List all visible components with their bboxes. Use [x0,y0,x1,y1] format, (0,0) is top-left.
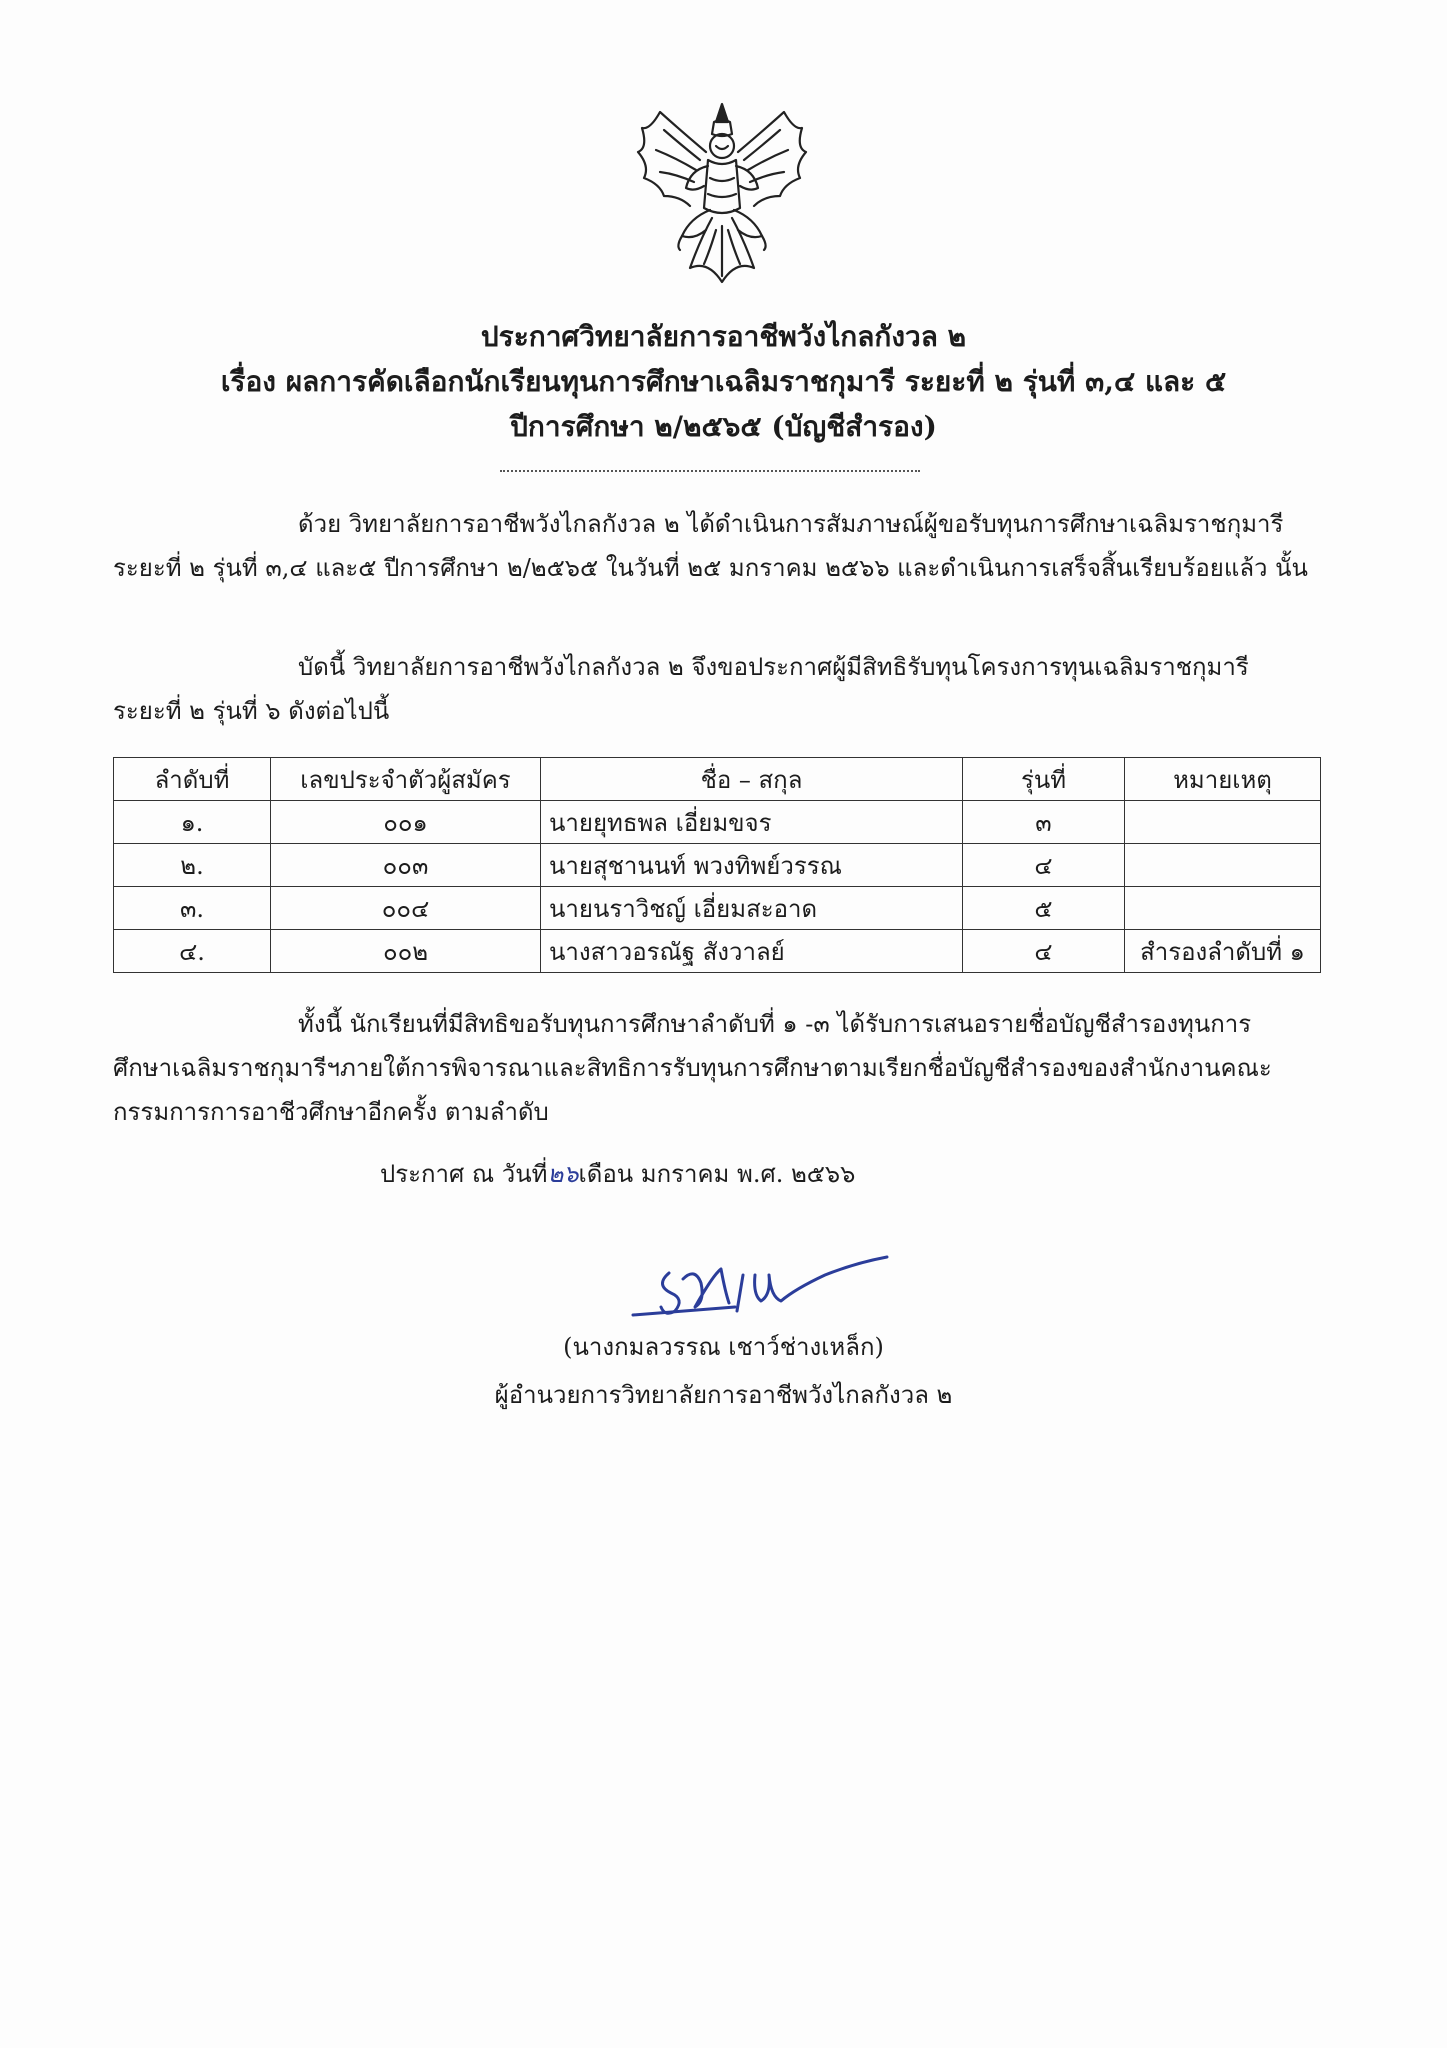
cell-note [1125,844,1321,887]
column-header-batch: รุ่นที่ [963,758,1125,801]
scholarship-reserve-table [113,757,1321,973]
column-header-name: ชื่อ – สกุล [541,758,963,801]
cell-order: ๔. [114,930,271,973]
cell-name: นายยุทธพล เอี่ยมขจร [541,801,963,844]
cell-applicant-id: ๐๐๑ [271,801,541,844]
handwritten-day: ๒๖ [547,1160,579,1188]
cell-note [1125,887,1321,930]
announce-suffix: เดือน มกราคม พ.ศ. ๒๕๖๖ [578,1160,856,1188]
title-subject: เรื่อง ผลการคัดเลือกนักเรียนทุนการศึกษาเฉลิมราชกุมารี ระยะที่ ๒ รุ่นที่ ๓,๔ และ ๕ [220,365,1227,398]
dotted-divider [500,470,920,472]
title-line-1: ประกาศวิทยาลัยการอาชีพวังไกลกังวล ๒ [480,320,967,353]
column-header-note: หมายเหตุ [1125,758,1321,801]
paragraph-reserve-note: ทั้งนี้ นักเรียนที่มีสิทธิขอรับทุนการศึกษาลำดับที่ ๑ -๓ ได้รับการเสนอรายชื่อบัญชีสำรองทุนการศึกษาเฉลิมราชกุมารีฯภายใต้การพิจารณาและสิทธิการรับทุนการศึกษาตามเรียกชื่อบัญชีสำรองของสำนักงานคณะกรรมการการอาชีวศึกษาอีกครั้ง ตามลำดับ [113,1010,1272,1126]
cell-batch: ๔ [963,844,1125,887]
cell-batch: ๔ [963,930,1125,973]
paragraph-announcement: บัดนี้ วิทยาลัยการอาชีพวังไกลกังวล ๒ จึงขอประกาศผู้มีสิทธิรับทุนโครงการทุนเฉลิมราชกุมารี ระยะที่ ๒ รุ่นที่ ๖ ดังต่อไปนี้ [113,653,1249,725]
director-signature-icon [625,1245,895,1335]
cell-name: นายสุชานนท์ พวงทิพย์วรรณ [541,844,963,887]
column-header-applicant-id: เลขประจำตัวผู้สมัคร [271,758,541,801]
paragraph-interview: ด้วย วิทยาลัยการอาชีพวังไกลกังวล ๒ ได้ดำเนินการสัมภาษณ์ผู้ขอรับทุนการศึกษาเฉลิมราชกุมารี ระยะที่ ๒ รุ่นที่ ๓,๔ และ๕ ปีการศึกษา ๒/๒๕๖๕ ในวันที่ ๒๕ มกราคม ๒๕๖๖ และดำเนินการเสร็จสิ้นเรียบร้อยแล้ว นั้น [113,510,1308,582]
garuda-emblem-icon [620,100,825,288]
cell-name: นายนราวิชญ์ เอี่ยมสะอาด [541,887,963,930]
table-row [114,887,1321,930]
table-row [114,801,1321,844]
signer-name: (นางกมลวรรณ เชาว์ช่างเหล็ก) [563,1333,884,1361]
table-row [114,844,1321,887]
cell-batch: ๕ [963,887,1125,930]
signer-title: ผู้อำนวยการวิทยาลัยการอาชีพวังไกลกังวล ๒ [494,1381,953,1409]
cell-applicant-id: ๐๐๓ [271,844,541,887]
title-academic-year: ปีการศึกษา ๒/๒๕๖๕ (บัญชีสำรอง) [510,410,937,443]
cell-note [1125,801,1321,844]
cell-order: ๓. [114,887,271,930]
column-header-order: ลำดับที่ [114,758,271,801]
cell-order: ๒. [114,844,271,887]
cell-name: นางสาวอรณัฐ สังวาลย์ [541,930,963,973]
cell-batch: ๓ [963,801,1125,844]
announcement-date [380,1154,855,1194]
table-row [114,930,1321,973]
cell-applicant-id: ๐๐๒ [271,930,541,973]
cell-applicant-id: ๐๐๔ [271,887,541,930]
announce-prefix: ประกาศ ณ วันที่ [380,1160,548,1188]
cell-note: สำรองลำดับที่ ๑ [1125,930,1321,973]
cell-order: ๑. [114,801,271,844]
table-header-row [114,758,1321,801]
